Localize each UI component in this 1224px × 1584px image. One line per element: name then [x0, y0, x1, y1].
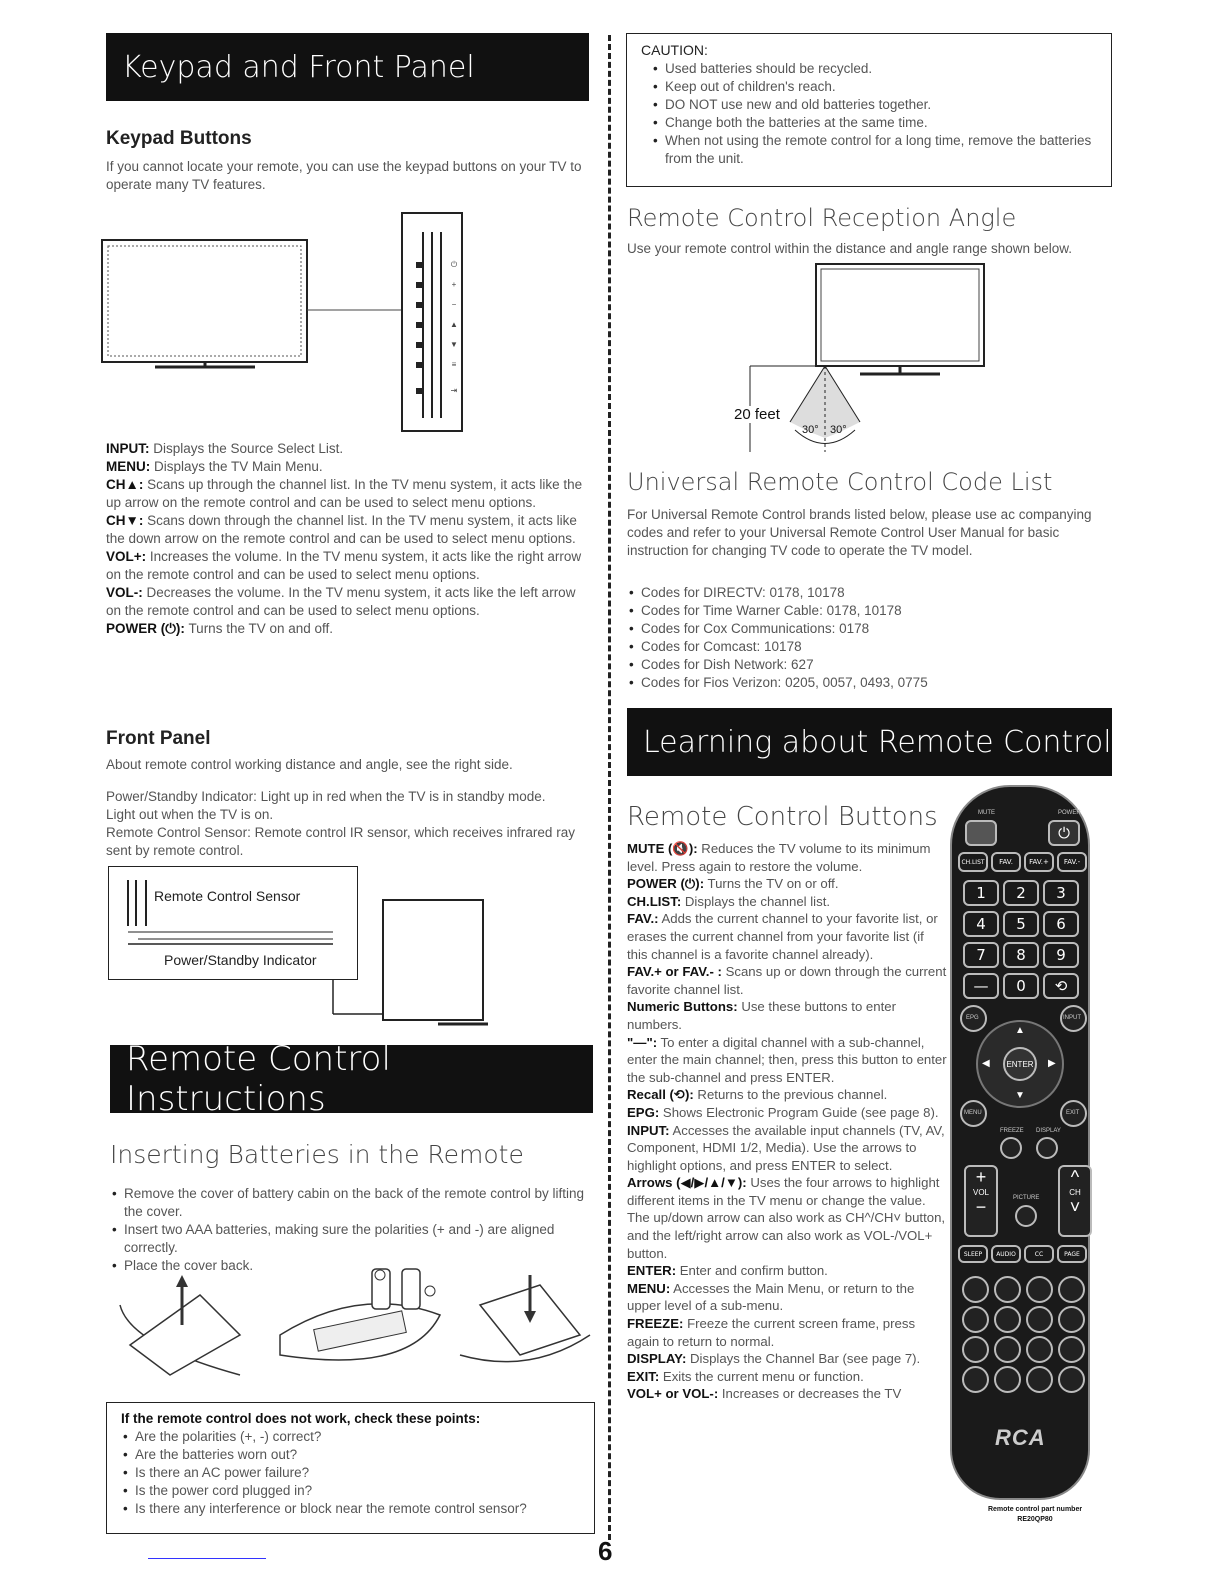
button-desc-fav-scan: [627, 963, 947, 998]
remote-part-number: RE20QP80: [1017, 1516, 1053, 1523]
remote-freeze-label: FREEZE: [1000, 1128, 1024, 1134]
troubleshoot-item: • Are the batteries worn out?: [121, 1446, 594, 1464]
troubleshoot-box: [106, 1402, 595, 1534]
remote-function-button[interactable]: [1058, 1366, 1085, 1393]
keypad-item-ch-down: [106, 512, 584, 548]
term: INPUT:: [627, 1122, 670, 1138]
remote-fav-button[interactable]: [991, 852, 1021, 872]
troubleshoot-item: • Is there any interference or block near the remote control sensor?: [121, 1500, 594, 1518]
remote-up-arrow[interactable]: ▲: [1015, 1025, 1025, 1036]
remote-mute-button[interactable]: [965, 820, 997, 846]
keypad-symbol: ▲: [450, 320, 458, 329]
remote-digit-5[interactable]: [1003, 911, 1039, 937]
remote-ch-down[interactable]: ˅: [1069, 1197, 1081, 1217]
keypad-buttons-heading: Keypad Buttons: [106, 128, 252, 149]
label: 5: [1016, 915, 1026, 933]
remote-brand-logo: RCA: [995, 1425, 1046, 1450]
battery-insertion-illustration: [110, 1265, 600, 1390]
term: Arrows (◀/▶/▲/▼):: [627, 1175, 747, 1191]
code-item: • Codes for Cox Communications: 0178: [627, 620, 1097, 638]
column-divider: [608, 35, 611, 1540]
term: VOL-:: [106, 585, 143, 600]
caution-item: • Keep out of children's reach.: [651, 78, 1111, 96]
term: FAV.+ or FAV.- :: [627, 964, 722, 980]
code-item: • Codes for Comcast: 10178: [627, 638, 1097, 656]
troubleshoot-list: [121, 1428, 594, 1518]
remote-sleep-button[interactable]: [958, 1245, 988, 1263]
remote-vol-label: VOL: [972, 1188, 989, 1197]
remote-part-label: Remote control part number: [987, 1506, 1083, 1513]
term: MENU:: [106, 459, 151, 474]
keypad-descriptions: [106, 440, 584, 638]
remote-fav-minus-button[interactable]: [1057, 852, 1087, 872]
button-desc-enter: [627, 1262, 947, 1280]
code-list: [627, 584, 1097, 692]
button-desc-menu: [627, 1280, 947, 1315]
remote-digit-8[interactable]: [1003, 942, 1039, 968]
term: CH.LIST:: [627, 893, 682, 909]
caution-item: • Used batteries should be recycled.: [651, 60, 1111, 78]
banner-title: Remote Control Instructions: [126, 1039, 391, 1119]
label: 0: [1016, 977, 1026, 995]
label: 1: [976, 884, 986, 902]
desc: Scans up or down through the current favorite channel list.: [627, 964, 947, 997]
term: MUTE (🔇):: [627, 841, 698, 856]
remote-digit-6[interactable]: [1043, 911, 1079, 937]
remote-media-button[interactable]: [994, 1306, 1021, 1333]
label: AUDIO: [996, 1250, 1016, 1258]
remote-ch-up[interactable]: ^: [1070, 1167, 1080, 1187]
remote-digit-0[interactable]: [1003, 973, 1039, 999]
keypad-symbol: ⇥: [450, 386, 458, 395]
front-panel-heading: Front Panel: [106, 728, 211, 749]
label: SLEEP: [963, 1250, 983, 1258]
remote-function-button[interactable]: [1026, 1336, 1053, 1363]
remote-vol-rocker: [964, 1165, 998, 1237]
term: Numeric Buttons:: [627, 999, 738, 1015]
remote-media-button[interactable]: [994, 1276, 1021, 1303]
troubleshoot-item: • Are the polarities (+, -) correct?: [121, 1428, 594, 1446]
keypad-front-panel-banner: [106, 33, 589, 101]
remote-enter-button[interactable]: [1003, 1047, 1037, 1081]
button-desc-power: [627, 875, 947, 893]
remote-digit-3[interactable]: [1043, 880, 1079, 906]
keypad-item-ch-up: [106, 476, 584, 512]
remote-digit-4[interactable]: [963, 911, 999, 937]
remote-function-button[interactable]: [1058, 1336, 1085, 1363]
label: ENTER: [1006, 1059, 1034, 1069]
term: INPUT:: [106, 441, 150, 456]
remote-function-button[interactable]: [994, 1366, 1021, 1393]
term: VOL+ or VOL-:: [627, 1386, 719, 1402]
reception-angle-text: Use your remote control within the distance and angle range shown below.: [627, 241, 1073, 256]
remote-recall-button[interactable]: [1043, 973, 1079, 999]
desc: Shows Electronic Program Guide (see page 8).: [662, 1104, 939, 1120]
remote-media-button[interactable]: [962, 1306, 989, 1333]
tv-keypad-illustration: [100, 210, 470, 440]
remote-dash-button[interactable]: [963, 973, 999, 999]
keypad-symbol: −: [451, 300, 457, 309]
button-desc-exit: [627, 1368, 947, 1386]
remote-exit-label: EXIT: [1066, 1110, 1080, 1116]
keypad-item-power: [106, 620, 584, 638]
button-desc-recall: [627, 1086, 947, 1104]
desc: Returns to the previous channel.: [697, 1087, 888, 1103]
code-item: • Codes for DIRECTV: 0178, 10178: [627, 584, 1097, 602]
code-list-heading: Universal Remote Control Code List: [627, 468, 1053, 496]
desc: Freeze the current screen frame, press again to return to normal.: [627, 1316, 916, 1349]
remote-ch-rocker: [1058, 1165, 1092, 1237]
desc: Accesses the Main Menu, or return to the upper level of a sub-menu.: [627, 1280, 915, 1314]
term: POWER (⏻):: [627, 876, 705, 892]
term: DISPLAY:: [627, 1351, 687, 1367]
desc: Uses the four arrows to highlight different items in the TV menu or change the value. The up/down arrow can also work as CH^/CH˅ button, and the left/right arrow can also work as VOL-/VOL+ button.: [627, 1175, 946, 1261]
remote-cc-button[interactable]: [1024, 1245, 1054, 1263]
label: 6: [1056, 915, 1066, 933]
keypad-symbol: +: [451, 280, 457, 289]
label: CH.LIST: [961, 858, 985, 866]
desc: Displays the channel list.: [684, 893, 831, 909]
remote-right-arrow[interactable]: ▶: [1048, 1058, 1056, 1069]
remote-function-button[interactable]: [1026, 1366, 1053, 1393]
front-panel-sensor-text: Remote Control Sensor: Remote control IR sensor, which receives infrared ray sent by remote control.: [106, 825, 575, 858]
button-desc-chlist: [627, 893, 947, 911]
desc: Decreases the volume. In the TV menu system, it acts like the left arrow on the remote control and can be used to select menu options.: [106, 585, 576, 618]
term: EPG:: [627, 1104, 660, 1120]
remote-media-button[interactable]: [1026, 1276, 1053, 1303]
caution-list: [641, 60, 1111, 168]
power-icon: ⏻: [1058, 824, 1070, 842]
desc: Reduces the TV volume to its minimum level. Press again to restore the volume.: [627, 841, 931, 874]
learning-remote-banner: [627, 708, 1112, 776]
remote-picture-button[interactable]: [1015, 1205, 1037, 1227]
button-desc-dash: [627, 1034, 947, 1087]
remote-buttons-heading: Remote Control Buttons: [627, 802, 938, 832]
remote-audio-button[interactable]: [991, 1245, 1021, 1263]
button-desc-input: [627, 1122, 947, 1175]
remote-digit-9[interactable]: [1043, 942, 1079, 968]
remote-instructions-banner: [110, 1039, 593, 1119]
code-list-text: For Universal Remote Control brands listed below, please use ac companying codes and refer to your Universal Remote Control User Manual for basic instruction for changing TV code to operate the TV model.: [627, 507, 1092, 558]
desc: Accesses the available input channels (TV, AV, Component, HDMI 1/2, Media). Use the arrows to highlight options, and press ENTER to select.: [627, 1122, 945, 1173]
desc: Increases or decreases the TV: [721, 1386, 902, 1402]
label: 2: [1016, 884, 1026, 902]
term: ENTER:: [627, 1263, 677, 1279]
label: —: [973, 977, 989, 995]
button-desc-arrows: [627, 1174, 947, 1262]
front-panel-intro: About remote control working distance and angle, see the right side.: [106, 757, 513, 772]
desc: Turns the TV on or off.: [707, 876, 839, 892]
remote-digit-2[interactable]: [1003, 880, 1039, 906]
remote-page-button[interactable]: [1057, 1245, 1087, 1263]
desc: Displays the Source Select List.: [153, 441, 344, 456]
battery-steps-list: [110, 1185, 600, 1275]
label: FAV.+: [1029, 858, 1049, 866]
caution-item: • Change both the batteries at the same time.: [651, 114, 1111, 132]
button-desc-vol: [627, 1385, 947, 1403]
desc: Scans up through the channel list. In the TV menu system, it acts like the up arrow on the remote control and can be used to select menu options.: [106, 477, 583, 510]
desc: Adds the current channel to your favorite list, or erases the current channel from your favorite list (if this channel is a favorite channel already).: [627, 911, 938, 962]
remote-button-descriptions: [627, 840, 947, 1403]
front-panel-indicator-text: Power/Standby Indicator: Light up in red when the TV is in standby mode. Light out when the TV is on.: [106, 789, 546, 822]
label: ⟲: [1054, 977, 1068, 995]
remote-menu-label: MENU: [964, 1110, 982, 1116]
remote-function-button[interactable]: [962, 1366, 989, 1393]
button-desc-numeric: [627, 998, 947, 1033]
label: 3: [1056, 884, 1066, 902]
caution-item: • DO NOT use new and old batteries together.: [651, 96, 1111, 114]
remote-epg-label: EPG: [966, 1015, 979, 1021]
troubleshoot-title: If the remote control does not work, check these points:: [121, 1411, 481, 1426]
term: POWER (⏻):: [106, 621, 185, 636]
term: CH▲:: [106, 477, 144, 492]
label: PAGE: [1064, 1250, 1080, 1258]
keypad-intro: If you cannot locate your remote, you can use the keypad buttons on your TV to operate many TV features.: [106, 159, 582, 192]
remote-power-label: POWER: [1058, 810, 1081, 816]
desc: Exits the current menu or function.: [662, 1368, 864, 1384]
remote-function-button[interactable]: [994, 1336, 1021, 1363]
page-number: 6: [598, 1536, 613, 1566]
label: 7: [976, 946, 986, 964]
battery-step: • Place the cover back.: [110, 1257, 600, 1275]
desc: Use these buttons to enter numbers.: [627, 999, 896, 1032]
button-desc-fav: [627, 910, 947, 963]
angle-right-label: 30°: [830, 424, 847, 436]
troubleshoot-item: • Is there an AC power failure?: [121, 1464, 594, 1482]
remote-media-button[interactable]: [1058, 1276, 1085, 1303]
code-item: • Codes for Fios Verizon: 0205, 0057, 0493, 0775: [627, 674, 1097, 692]
button-desc-epg: [627, 1104, 947, 1122]
keypad-symbol: ⏻: [450, 260, 458, 269]
caution-item: • When not using the remote control for a long time, remove the batteries from the unit.: [651, 132, 1111, 168]
remote-sensor-label: Remote Control Sensor: [154, 888, 301, 904]
term: FAV.:: [627, 911, 659, 927]
caution-box: [626, 33, 1112, 187]
button-desc-freeze: [627, 1315, 947, 1350]
inserting-batteries-heading: Inserting Batteries in the Remote: [110, 1140, 524, 1169]
remote-input-label: INPUT: [1063, 1015, 1081, 1021]
code-item: • Codes for Dish Network: 627: [627, 656, 1097, 674]
desc: To enter a digital channel with a sub-channel, enter the main channel; then, press this button to enter the sub-channel and press ENTER.: [627, 1034, 947, 1085]
remote-digit-7[interactable]: [963, 942, 999, 968]
desc: Increases the volume. In the TV menu system, it acts like the right arrow on the remote control and can be used to select menu options.: [106, 549, 582, 582]
remote-down-arrow[interactable]: ▼: [1015, 1090, 1025, 1101]
reception-angle-heading: Remote Control Reception Angle: [627, 204, 1017, 232]
reception-angle-diagram: [730, 262, 990, 462]
banner-title: Learning about Remote Control: [643, 724, 1112, 760]
label: FAV.: [999, 858, 1013, 866]
caution-title: CAUTION:: [641, 42, 708, 58]
remote-power-button[interactable]: [1048, 820, 1080, 846]
keypad-item-vol-down: [106, 584, 584, 620]
remote-media-button[interactable]: [1026, 1306, 1053, 1333]
button-desc-mute: [627, 840, 947, 875]
keypad-symbol: ▼: [450, 340, 458, 349]
page-footer-rule: [148, 1558, 266, 1559]
remote-display-button[interactable]: [1036, 1137, 1058, 1159]
keypad-item-menu: [106, 458, 584, 476]
desc: Turns the TV on and off.: [188, 621, 334, 636]
keypad-item-input: [106, 440, 584, 458]
remote-vol-down[interactable]: −: [975, 1197, 987, 1217]
label: 9: [1056, 946, 1066, 964]
remote-digit-1[interactable]: [963, 880, 999, 906]
remote-vol-up[interactable]: +: [975, 1167, 987, 1187]
desc: Enter and confirm button.: [679, 1263, 828, 1279]
desc: Displays the Channel Bar (see page 7).: [690, 1351, 921, 1367]
label: CC: [1034, 1250, 1044, 1258]
term: MENU:: [627, 1280, 671, 1296]
desc: Displays the TV Main Menu.: [154, 459, 323, 474]
remote-function-button[interactable]: [962, 1336, 989, 1363]
remote-picture-label: PICTURE: [1013, 1195, 1040, 1201]
keypad-symbols: [447, 255, 461, 401]
desc: Scans down through the channel list. In the TV menu system, it acts like the down arrow on the remote control and can be used to select menu options.: [106, 513, 577, 546]
remote-ch-label: CH: [1069, 1188, 1081, 1197]
angle-left-label: 30°: [802, 424, 819, 436]
label: FAV.-: [1063, 858, 1081, 866]
keypad-item-vol-up: [106, 548, 584, 584]
battery-step: • Remove the cover of battery cabin on the back of the remote control by lifting the cover.: [110, 1185, 600, 1221]
term: CH▼:: [106, 513, 144, 528]
remote-freeze-button[interactable]: [1000, 1137, 1022, 1159]
label: 4: [976, 915, 986, 933]
remote-display-label: DISPLAY: [1036, 1128, 1061, 1134]
remote-fav-plus-button[interactable]: [1024, 852, 1054, 872]
remote-mute-label: MUTE: [978, 810, 995, 816]
remote-left-arrow[interactable]: ◀: [982, 1058, 990, 1069]
term: EXIT:: [627, 1368, 660, 1384]
troubleshoot-item: • Is the power cord plugged in?: [121, 1482, 594, 1500]
button-desc-display: [627, 1350, 947, 1368]
remote-chlist-button[interactable]: [958, 852, 988, 872]
label: 8: [1016, 946, 1026, 964]
power-indicator-label: Power/Standby Indicator: [164, 952, 317, 968]
remote-media-button[interactable]: [1058, 1306, 1085, 1333]
code-item: • Codes for Time Warner Cable: 0178, 10178: [627, 602, 1097, 620]
remote-media-button[interactable]: [962, 1276, 989, 1303]
term: "—":: [627, 1034, 658, 1050]
term: VOL+:: [106, 549, 147, 564]
battery-step: • Insert two AAA batteries, making sure the polarities (+ and -) are aligned correctly.: [110, 1221, 600, 1257]
keypad-symbol: ≡: [451, 360, 457, 369]
term: FREEZE:: [627, 1316, 684, 1332]
term: Recall (⟲):: [627, 1087, 694, 1103]
banner-title: Keypad and Front Panel: [122, 49, 475, 85]
distance-label: 20 feet: [734, 406, 780, 423]
